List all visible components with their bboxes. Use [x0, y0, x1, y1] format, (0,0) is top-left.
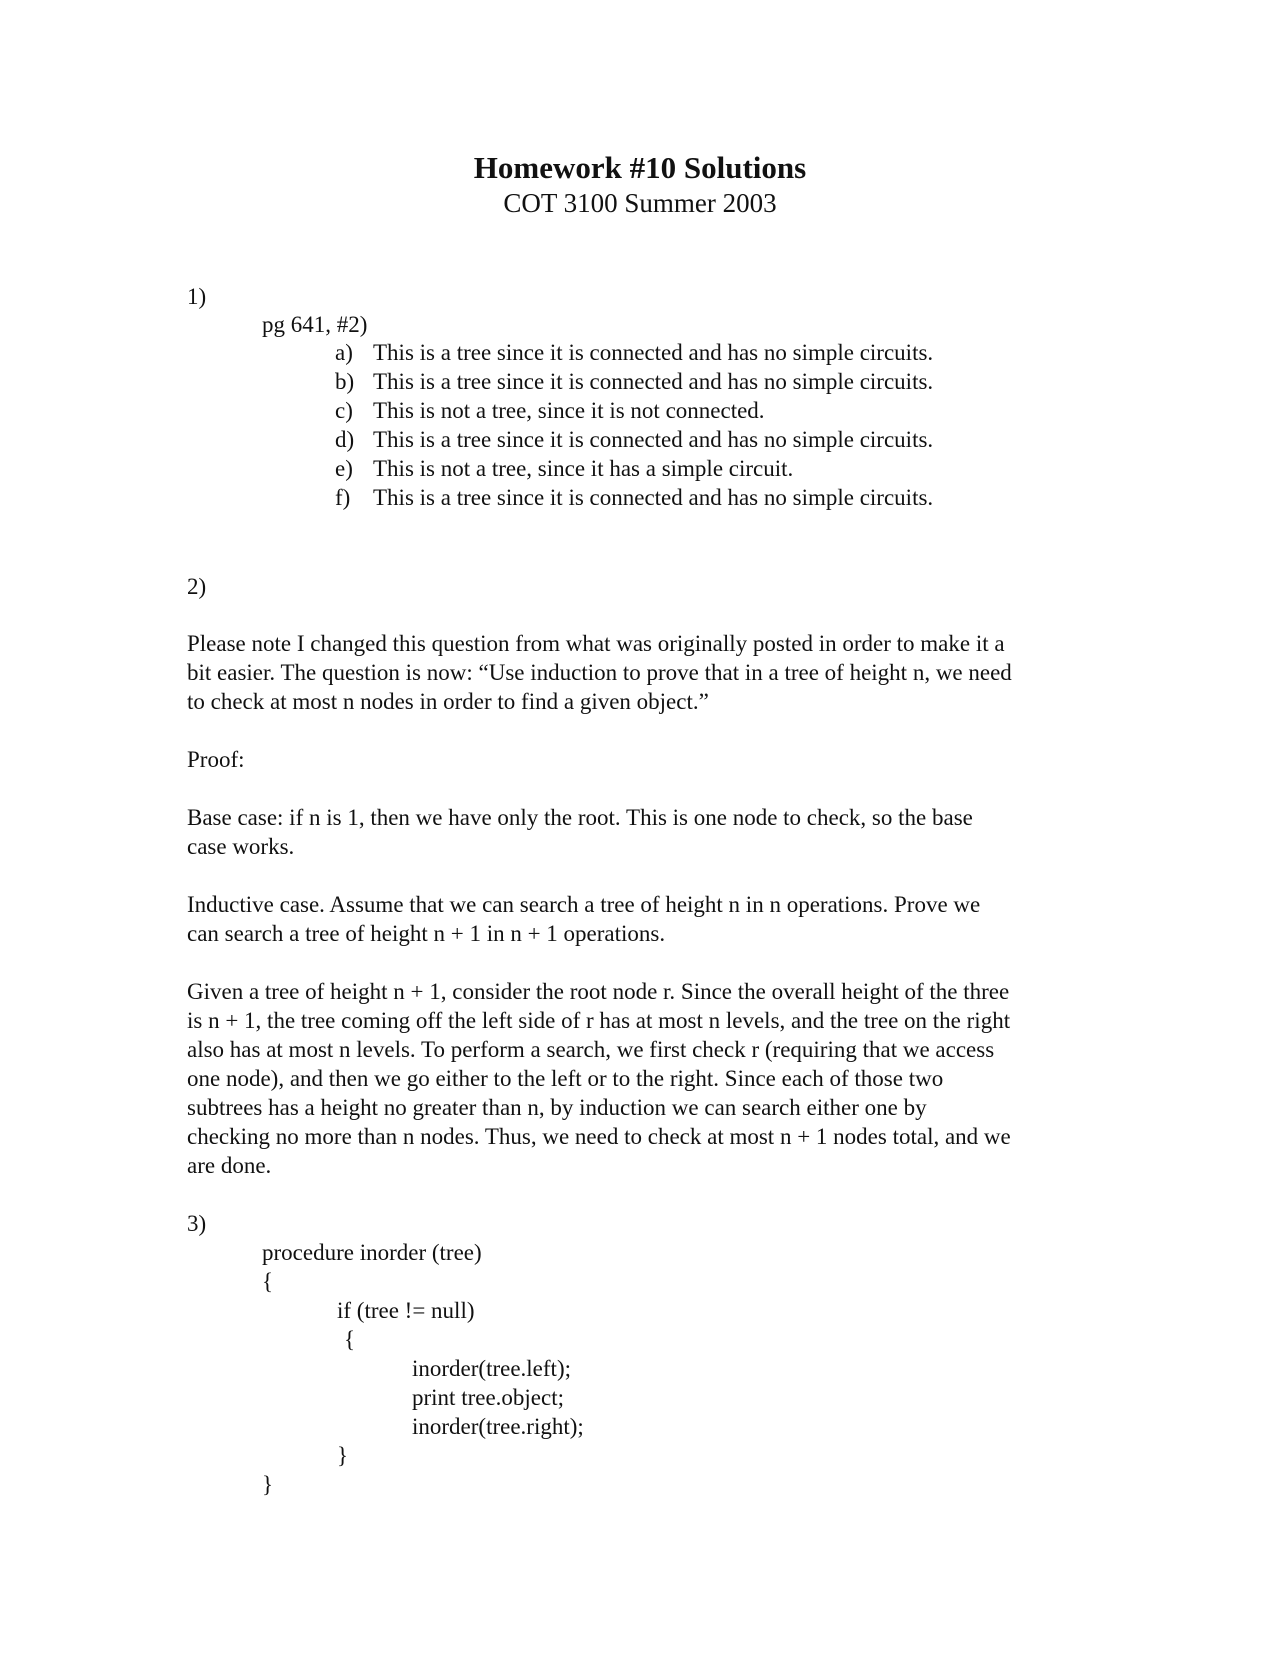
- question-1-reference: pg 641, #2): [262, 312, 368, 337]
- question-2-number: 2): [187, 574, 207, 599]
- item-label: e): [335, 456, 353, 481]
- base-case-paragraph: [187, 803, 1087, 861]
- item-text: This is a tree since it is connected and has no simple circuits.: [373, 427, 934, 452]
- page-title: Homework #10 Solutions: [473, 150, 807, 185]
- code-procedure-header: procedure inorder (tree): [262, 1240, 482, 1265]
- proof-label: Proof:: [187, 747, 245, 772]
- paragraph-line: also has at most n levels. To perform a search, we first check r (requiring that we access: [187, 1037, 995, 1062]
- paragraph-line: Please note I changed this question from what was originally posted in order to make it a: [187, 631, 1005, 656]
- course-subtitle: COT 3100 Summer 2003: [503, 188, 777, 218]
- code-line: inorder(tree.left);: [412, 1356, 571, 1381]
- induction-argument-paragraph: [187, 977, 1087, 1180]
- paragraph-line: are done.: [187, 1153, 272, 1178]
- paragraph-line: bit easier. The question is now: “Use induction to prove that in a tree of height n, we need: [187, 660, 1012, 685]
- item-text: This is not a tree, since it has a simple circuit.: [373, 456, 794, 481]
- item-text: This is not a tree, since it is not connected.: [373, 398, 765, 423]
- list-item: [335, 483, 933, 512]
- code-line: inorder(tree.right);: [412, 1414, 584, 1439]
- item-text: This is a tree since it is connected and has no simple circuits.: [373, 369, 934, 394]
- code-body: [412, 1354, 584, 1441]
- list-item: [335, 454, 933, 483]
- inductive-case-paragraph: [187, 890, 1087, 948]
- paragraph-line: is n + 1, the tree coming off the left side of r has at most n levels, and the tree on the right: [187, 1008, 1011, 1033]
- paragraph-line: one node), and then we go either to the left or to the right. Since each of those two: [187, 1066, 944, 1091]
- code-line: print tree.object;: [412, 1385, 564, 1410]
- list-item: [335, 367, 933, 396]
- item-label: f): [335, 485, 351, 510]
- question-3-number: 3): [187, 1211, 207, 1236]
- list-item: [335, 396, 933, 425]
- code-inner-open-brace: {: [344, 1327, 356, 1352]
- item-label: b): [335, 369, 355, 394]
- paragraph-line: Inductive case. Assume that we can search a tree of height n in n operations. Prove we: [187, 892, 981, 917]
- paragraph-line: case works.: [187, 834, 295, 859]
- list-item: [335, 425, 933, 454]
- code-close-brace: }: [262, 1472, 274, 1497]
- question-1-number: 1): [187, 284, 207, 309]
- paragraph-line: Given a tree of height n + 1, consider the root node r. Since the overall height of the three: [187, 979, 1010, 1004]
- code-open-brace: {: [262, 1269, 274, 1294]
- code-inner-close-brace: }: [337, 1443, 349, 1468]
- paragraph-line: subtrees has a height no greater than n, by induction we can search either one by: [187, 1095, 927, 1120]
- paragraph-line: Base case: if n is 1, then we have only the root. This is one node to check, so the base: [187, 805, 973, 830]
- paragraph-line: checking no more than n nodes. Thus, we need to check at most n + 1 nodes total, and we: [187, 1124, 1011, 1149]
- item-label: c): [335, 398, 353, 423]
- paragraph-line: to check at most n nodes in order to find a given object.”: [187, 689, 709, 714]
- item-text: This is a tree since it is connected and has no simple circuits.: [373, 340, 934, 365]
- item-label: a): [335, 340, 353, 365]
- item-text: This is a tree since it is connected and has no simple circuits.: [373, 485, 934, 510]
- code-if-statement: if (tree != null): [337, 1298, 475, 1323]
- item-label: d): [335, 427, 355, 452]
- paragraph-line: can search a tree of height n + 1 in n + 1 operations.: [187, 921, 666, 946]
- question-2-note: [187, 629, 1087, 716]
- list-item: [335, 338, 933, 367]
- question-1-answer-list: [335, 338, 933, 512]
